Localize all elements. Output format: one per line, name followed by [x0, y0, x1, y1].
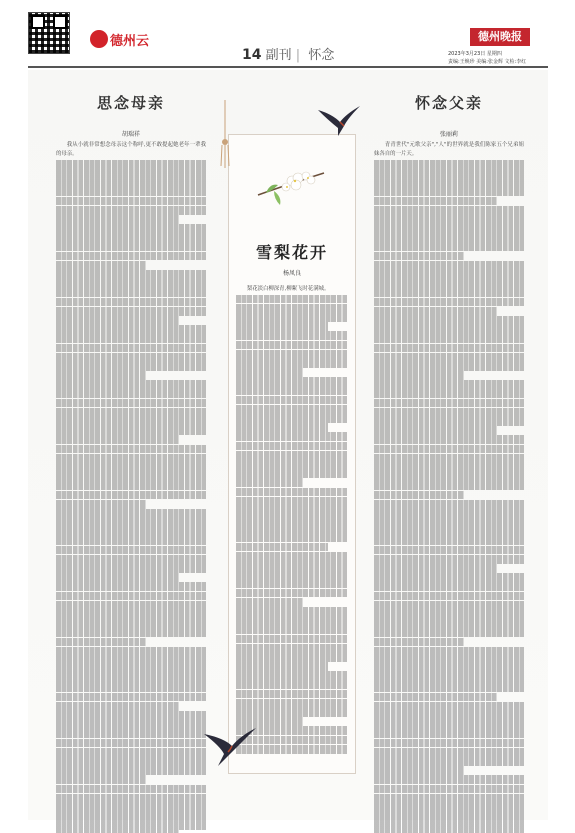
pear-blossom-icon — [256, 165, 326, 210]
left-article-title: 思念母亲 — [96, 94, 165, 112]
middle-article-title: 雪梨花开 — [255, 243, 328, 262]
right-article-body — [374, 141, 524, 833]
page-section: 怀念 — [308, 48, 335, 63]
paper-editor: 责编:王焕珍 美编:张金辉 文检:李红 — [448, 59, 527, 65]
app-logo-icon — [90, 30, 108, 48]
right-article-title: 怀念父亲 — [414, 94, 483, 112]
page-label: 副刊 — [265, 48, 292, 63]
page-number: 14 — [242, 47, 262, 63]
masthead — [0, 0, 575, 66]
left-article-author: 胡瑞祥 — [121, 131, 140, 138]
app-name: 德州云 — [110, 34, 150, 49]
page-header: 14 副刊 | 怀念 — [242, 47, 335, 63]
left-article-opening: 我从小就非常想念母亲这个称呼,更不敢提起她老年一辈我的母亲。 — [56, 142, 206, 158]
right-article-opening: 青青世代"元歌父亲","人"的世界就是我们陈家五个兄弟姐妹各自的一片天。 — [374, 142, 524, 158]
right-article-author: 张丽莉 — [439, 131, 458, 138]
middle-article-opening: 梨花淡白柳深青,柳絮飞时花满城。 — [246, 286, 330, 292]
middle-article-body — [236, 285, 348, 754]
paper-date: 2023年3月23日 星期四 — [448, 51, 502, 57]
middle-article-author: 杨凤良 — [282, 270, 301, 277]
paper-logo: 德州晚报 — [470, 28, 530, 46]
header-rule — [28, 66, 548, 68]
left-article-body — [56, 141, 206, 833]
tassel-icon — [216, 100, 234, 170]
right-article — [374, 92, 524, 833]
swallow-icon — [314, 100, 364, 140]
qr-code[interactable] — [28, 12, 70, 54]
left-article — [56, 92, 206, 833]
swallow-icon-bottom — [198, 720, 258, 770]
